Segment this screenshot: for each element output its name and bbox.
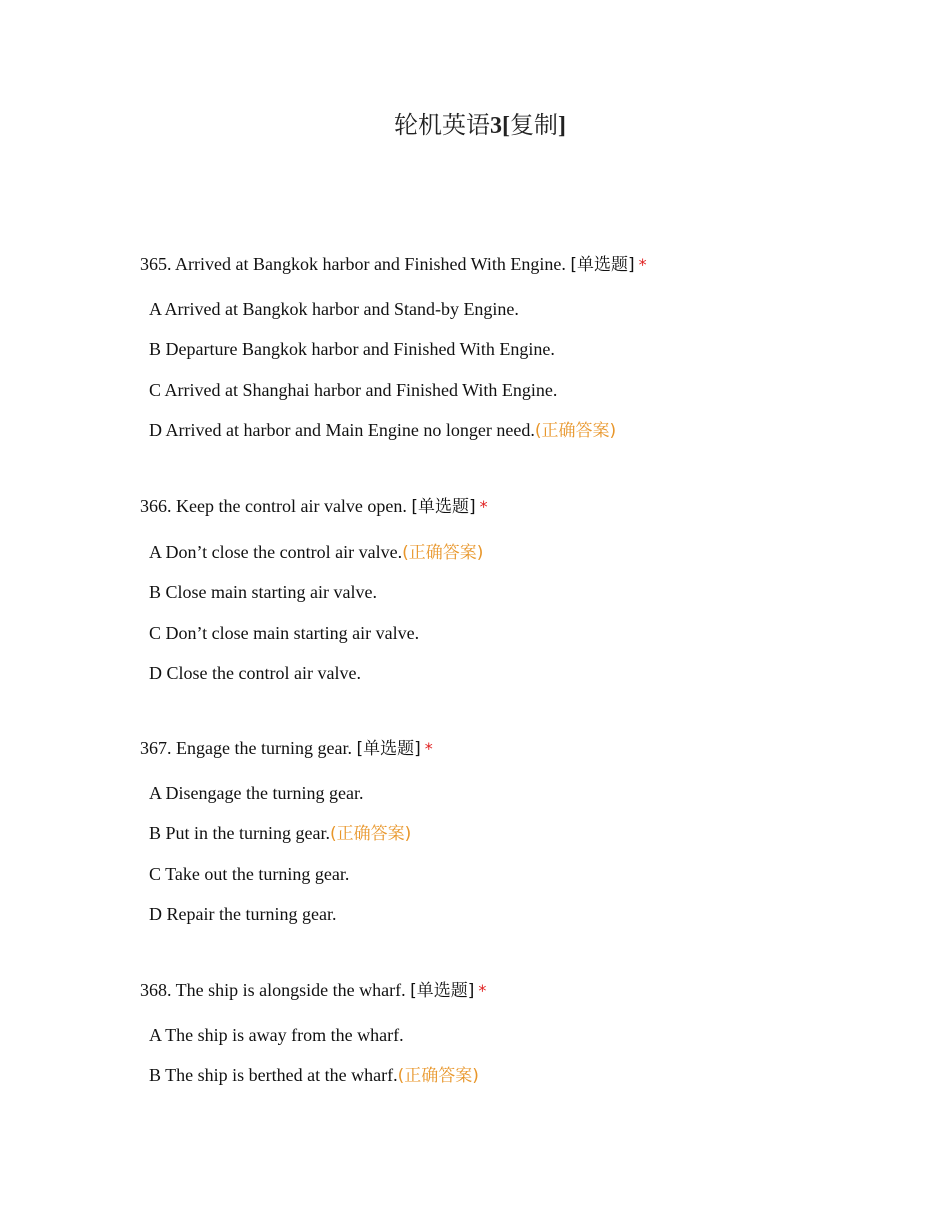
question-text — [140, 736, 900, 761]
answer-option — [140, 337, 909, 361]
question-block — [140, 494, 900, 519]
required-mark: * — [638, 255, 647, 274]
question-block — [140, 252, 900, 277]
option-text: C Take out the turning gear. — [149, 863, 350, 884]
option-text: D Close the control air valve. — [149, 662, 361, 683]
question-stem: 367. Engage the turning gear. — [140, 738, 357, 758]
answer-option — [140, 297, 909, 321]
answer-option — [140, 902, 909, 926]
answer-option — [140, 580, 909, 604]
question-type-label: [单选题] — [356, 739, 421, 759]
option-text: A Don’t close the control air valve. — [149, 542, 403, 562]
answer-option — [140, 1063, 909, 1088]
option-text: D Arrived at harbor and Main Engine no longer need. — [149, 419, 535, 440]
answer-option — [140, 378, 909, 402]
question-block — [140, 978, 900, 1003]
correct-answer-tag: (正确答案) — [329, 824, 412, 845]
question-type-label: [单选题] — [411, 497, 476, 517]
option-text: B Departure Bangkok harbor and Finished With Engine. — [149, 339, 555, 360]
question-text — [140, 252, 900, 277]
option-text: B The ship is berthed at the wharf. — [149, 1065, 398, 1086]
title-prefix: 轮机英语 — [394, 113, 490, 139]
option-text: C Arrived at Shanghai harbor and Finished With Engine. — [149, 379, 558, 400]
title-bracket-close: ] — [558, 113, 566, 139]
answer-option — [140, 821, 909, 846]
option-text: A Disengage the turning gear. — [149, 783, 364, 803]
question-text — [140, 494, 900, 519]
answer-option — [140, 661, 909, 685]
option-text: A The ship is away from the wharf. — [149, 1025, 404, 1045]
title-copy-label: 复制 — [510, 113, 558, 139]
question-text — [140, 978, 900, 1003]
required-mark: * — [479, 497, 488, 516]
answer-option — [140, 540, 909, 565]
page-title — [0, 108, 950, 144]
title-number: 3[ — [490, 113, 510, 139]
option-text: A Arrived at Bangkok harbor and Stand-by Engine. — [149, 299, 519, 319]
required-mark: * — [424, 739, 433, 758]
answer-option — [140, 1023, 909, 1047]
option-text: B Close main starting air valve. — [149, 582, 377, 603]
question-block — [140, 736, 900, 761]
option-text: B Put in the turning gear. — [149, 823, 330, 844]
question-type-label: [单选题] — [570, 255, 635, 275]
correct-answer-tag: (正确答案) — [397, 1066, 479, 1087]
answer-option — [140, 781, 909, 805]
answer-option — [140, 418, 909, 443]
question-stem: 366. Keep the control air valve open. — [140, 496, 412, 516]
correct-answer-tag: (正确答案) — [534, 420, 617, 441]
answer-option — [140, 862, 909, 886]
question-type-label: [单选题] — [410, 981, 475, 1001]
question-stem: 365. Arrived at Bangkok harbor and Finished With Engine. — [140, 254, 571, 274]
option-text: C Don’t close main starting air valve. — [149, 622, 420, 643]
answer-option — [140, 621, 909, 645]
correct-answer-tag: (正确答案) — [402, 543, 484, 563]
option-text: D Repair the turning gear. — [149, 903, 337, 924]
question-stem: 368. The ship is alongside the wharf. — [140, 980, 411, 1000]
required-mark: * — [478, 981, 487, 1000]
